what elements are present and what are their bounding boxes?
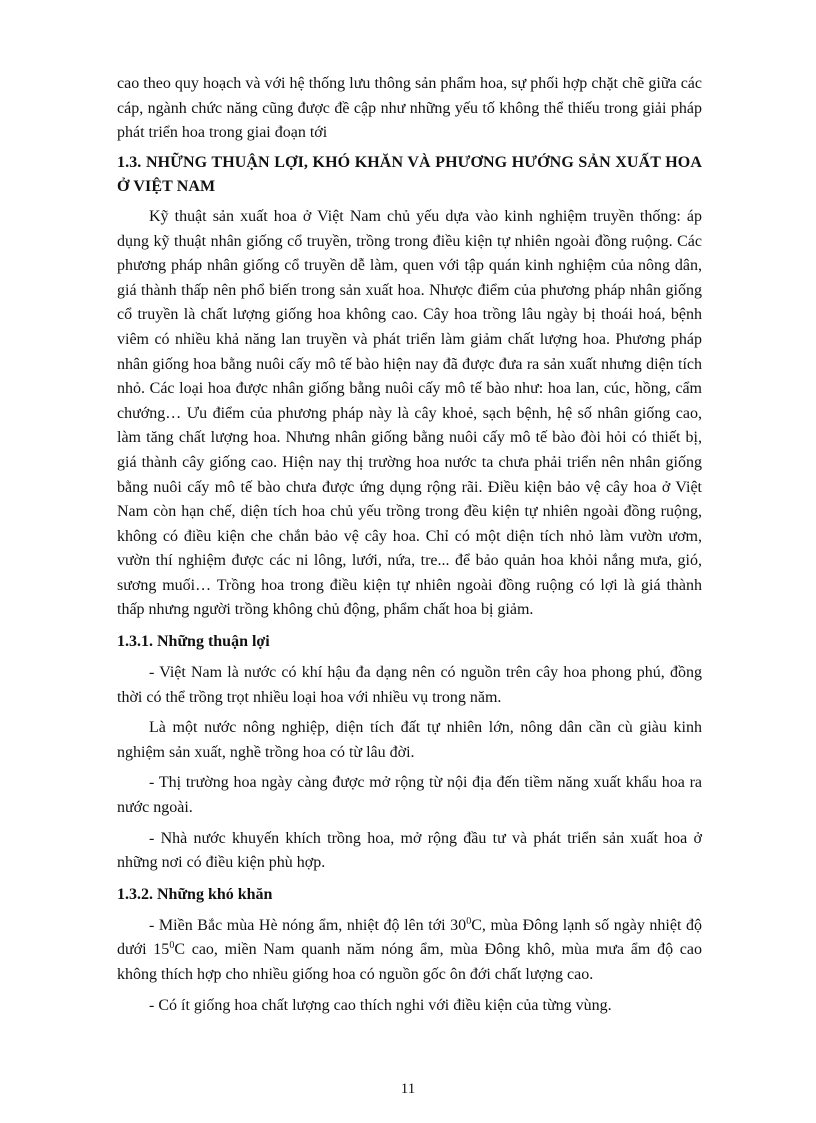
intro-paragraph: cao theo quy hoạch và với hệ thống lưu thông sản phẩm hoa, sự phối hợp chặt chẽ giữa các cáp, ngành chức năng cũng được đề cập như những yếu tố không thể thiếu trong giải pháp phát triển hoa trong giai đoạn tới	[117, 75, 702, 142]
superscript-2: 0	[169, 940, 175, 952]
difficulties-paragraph-1	[117, 914, 702, 988]
section-heading: 1.3. NHỮNG THUẬN LỢI, KHÓ KHĂN VÀ PHƯƠNG HƯỚNG SẢN XUẤT HOA Ở VIỆT NAM	[117, 153, 702, 196]
advantages-paragraph-1: - Việt Nam là nước có khí hậu đa dạng nên có nguồn trên cây hoa phong phú, đồng thời có thể trồng trọt nhiều loại hoa với nhiều vụ trong năm.	[117, 664, 702, 706]
temp-text-3: C cao, miền Nam quanh năm nóng ẩm, mùa Đông khô, mùa mưa ẩm độ cao không thích hợp cho nhiều giống hoa có nguồn gốc ôn đới chất lượng cao.	[117, 941, 703, 983]
advantages-paragraph-4: - Nhà nước khuyến khích trồng hoa, mở rộng đầu tư và phát triển sản xuất hoa ở những nơi có điều kiện phù hợp.	[117, 829, 702, 872]
document-page	[117, 72, 702, 1018]
advantages-paragraph-3: - Thị trường hoa ngày càng được mở rộng từ nội địa đến tiềm năng xuất khẩu hoa ra nước ngoài.	[117, 774, 702, 817]
page-number: 11	[400, 1081, 416, 1097]
subsection-heading-advantages: 1.3.1. Những thuận lợi	[117, 633, 270, 651]
advantages-paragraph-2: Là một nước nông nghiệp, diện tích đất tự nhiên lớn, nông dân cần cù giàu kinh nghiệm sản xuất, nghề trồng hoa có từ lâu đời.	[117, 719, 702, 761]
temp-text-2: C, mùa Đông lạnh số ngày nhiệt độ dưới 15	[117, 916, 703, 959]
difficulties-paragraph-2: - Có ít giống hoa chất lượng cao thích nghi với điều kiện của từng vùng.	[149, 996, 612, 1014]
temp-text-1: - Miền Bắc mùa Hè nóng ẩm, nhiệt độ lên tới 30	[149, 916, 467, 934]
section-paragraph: Kỹ thuật sản xuất hoa ở Việt Nam chủ yếu dựa vào kinh nghiệm truyền thống: áp dụng kỹ thuật nhân giống cổ truyền, trồng trong điều kiện tự nhiên ngoài đồng ruộng. Các phương pháp nhân giống cổ truyền dễ làm, quen với tập quán kinh nghiệm của nông dân, giá thành thấp nên phổ biến trong sản xuất hoa. Nhược điểm của phương pháp nhân giống cổ truyền là chất lượng giống hoa không cao. Cây hoa trồng lâu ngày bị thoái hoá, bệnh viêm có nhiều khả năng lan truyền và phát triển làm giảm chất lượng hoa. Phương pháp nhân giống hoa bằng nuôi cấy mô tế bào hiện nay đã được đưa ra sản xuất nhưng diện tích nhỏ. Các loại hoa được nhân giống bằng nuôi cấy mô tế bào như: hoa lan, cúc, hồng, cẩm chướng… Ưu điểm của phương pháp này là cây khoẻ, sạch bệnh, hệ số nhân giống cao, làm tăng chất lượng hoa. Nhưng nhân giống bằng nuôi cấy mô tế bào đòi hỏi có thiết bị, giá thành cây giống cao. Hiện nay thị trường hoa nước ta chưa phải triển nên nhân giống bằng nuôi cấy mô tế bào chưa được ứng dụng rộng rãi. Điều kiện bảo vệ cây hoa ở Việt Nam còn hạn chế, diện tích hoa chủ yếu trồng trong đều kiện tự nhiên ngoài đồng ruộng, không có điều kiện che chắn bảo vệ cây hoa. Chỉ có một diện tích nhỏ làm vườn ươm, vườn thí nghiệm được các ni lông, lưới, nứa, tre... để bảo quản hoa khỏi nắng mưa, gió, sương muối… Trồng hoa trong điều kiện tự nhiên ngoài đồng ruộng có lợi là giá thành thấp nhưng người trồng không chủ động, phẩm chất hoa bị giảm.	[117, 207, 702, 619]
superscript-1: 0	[466, 915, 472, 927]
subsection-heading-difficulties: 1.3.2. Những khó khăn	[117, 885, 273, 903]
